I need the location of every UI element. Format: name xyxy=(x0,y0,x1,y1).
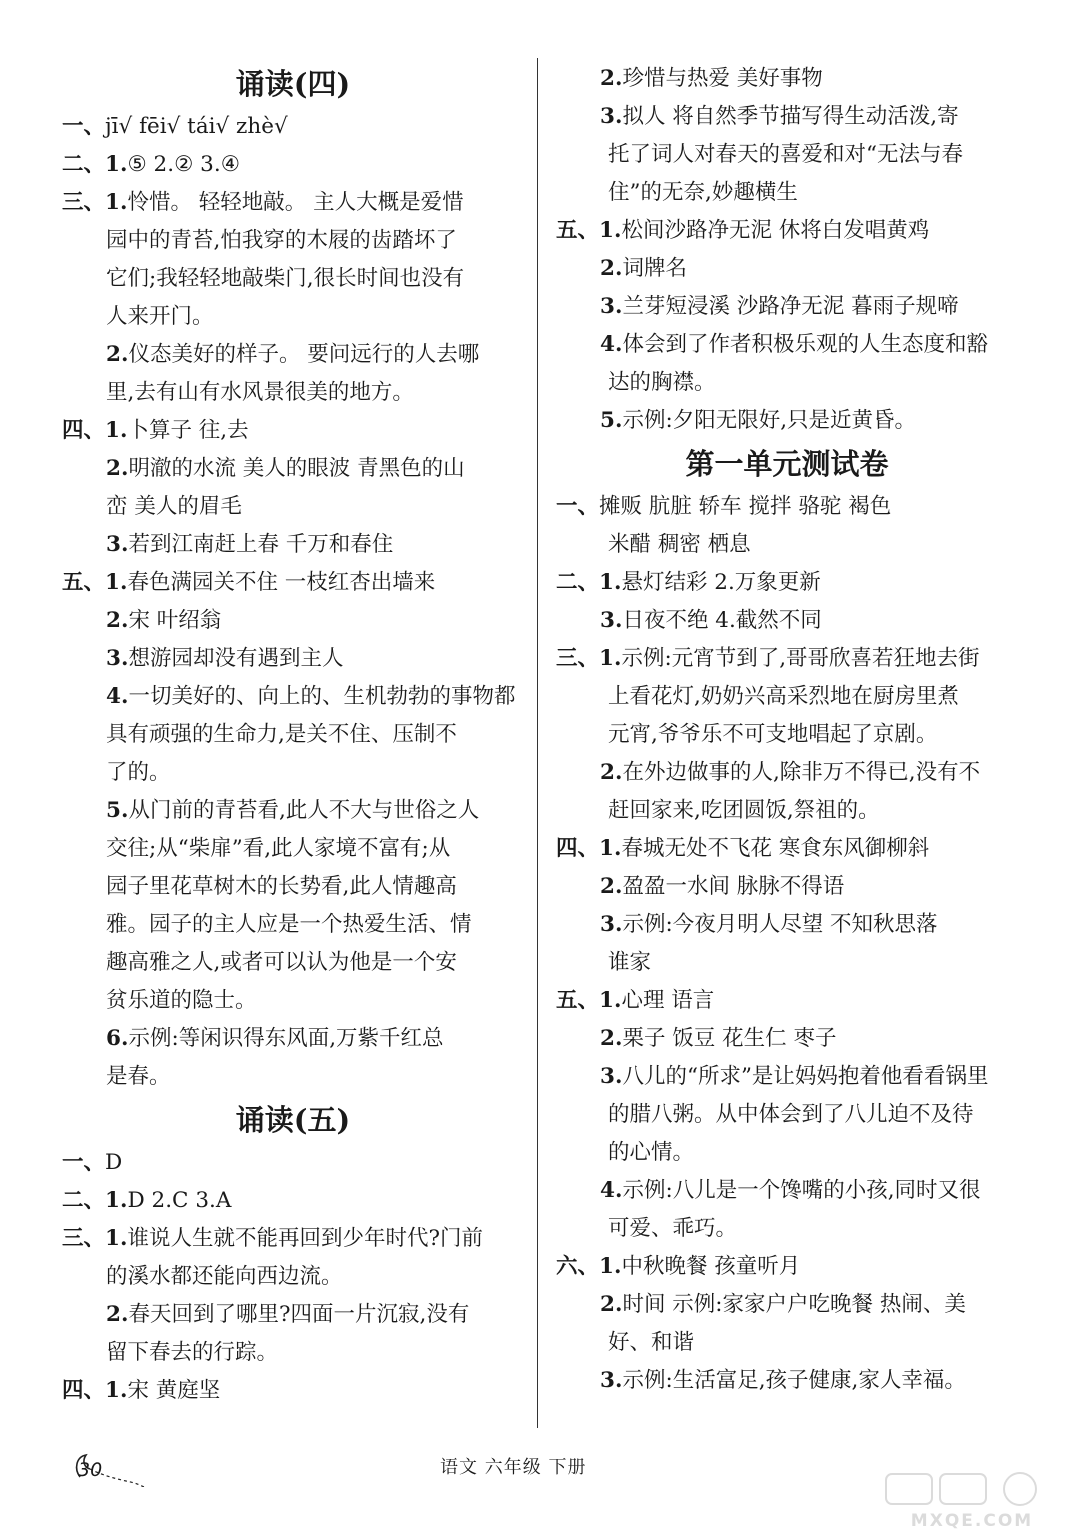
question-number: 2. xyxy=(600,874,623,899)
answer-text: 园中的青苔,怕我穿的木屐的齿踏坏了 xyxy=(106,228,457,253)
answer-line xyxy=(62,564,524,602)
answer-line xyxy=(62,374,524,412)
answer-text: 留下春去的行踪。 xyxy=(106,1340,279,1365)
answer-line xyxy=(62,146,524,184)
answer-text: 贫乐道的隐士。 xyxy=(106,988,257,1013)
answer-line xyxy=(62,830,524,868)
question-number: 一、 xyxy=(62,114,106,139)
answer-text: 赶回家来,吃团圆饭,祭祖的。 xyxy=(608,798,880,823)
answer-text: 里,去有山有水风景很美的地方。 xyxy=(106,380,414,405)
question-number: 五、1. xyxy=(556,988,622,1013)
answer-text: 春城无处不飞花 寒食东风御柳斜 xyxy=(621,836,930,861)
answer-line xyxy=(62,526,524,564)
answer-line xyxy=(556,136,1018,174)
answer-text: 示例:夕阳无限好,只是近黄昏。 xyxy=(622,408,917,433)
answer-text: 八儿的“所求”是让妈妈抱着他看看锅里 xyxy=(622,1064,989,1089)
answer-line xyxy=(556,288,1018,326)
answer-line xyxy=(556,212,1018,250)
left-answer-column xyxy=(62,60,524,1410)
answer-line xyxy=(62,450,524,488)
answer-line xyxy=(62,906,524,944)
answer-text: 从门前的青苔看,此人不大与世俗之人 xyxy=(128,798,480,823)
answer-text: 示例:生活富足,孩子健康,家人幸福。 xyxy=(622,1368,966,1393)
answer-line xyxy=(62,1220,524,1258)
answer-text: 怜惜。 轻轻地敲。 主人大概是爱惜 xyxy=(127,190,464,215)
question-number: 2. xyxy=(600,256,623,281)
answer-text: 它们;我轻轻地敲柴门,很长时间也没有 xyxy=(106,266,465,291)
section-heading: 诵读(四) xyxy=(235,67,351,101)
question-number: 一、 xyxy=(556,494,600,519)
answer-line xyxy=(62,640,524,678)
answer-text: 珍惜与热爱 美好事物 xyxy=(622,66,823,91)
question-number: 3. xyxy=(600,294,623,319)
answer-line xyxy=(556,326,1018,364)
svg-text:MXQE.COM: MXQE.COM xyxy=(910,1511,1034,1530)
answer-line xyxy=(556,60,1018,98)
question-number: 5. xyxy=(600,408,623,433)
question-number: 五、1. xyxy=(556,218,622,243)
question-number: 4. xyxy=(106,684,129,709)
answer-line xyxy=(556,754,1018,792)
question-number: 2. xyxy=(600,1292,623,1317)
answer-text: 日夜不绝 4.截然不同 xyxy=(622,608,822,633)
question-number: 2. xyxy=(600,66,623,91)
question-number: 二、1. xyxy=(556,570,622,595)
answer-text: 园子里花草树木的长势看,此人情趣高 xyxy=(106,874,457,899)
answer-line xyxy=(62,336,524,374)
watermark-logo-icon xyxy=(880,1470,1065,1530)
answer-line xyxy=(556,1020,1018,1058)
question-number: 一、 xyxy=(62,1150,106,1175)
question-number: 三、1. xyxy=(556,646,622,671)
answer-text: 谁说人生就不能再回到少年时代?门前 xyxy=(127,1226,483,1251)
answer-text: jī√ fēi√ tái√ zhè√ xyxy=(105,114,288,139)
question-number: 四、1. xyxy=(62,418,128,443)
answer-line xyxy=(62,754,524,792)
answer-line xyxy=(556,640,1018,678)
answer-line xyxy=(556,564,1018,602)
answer-text: 的心情。 xyxy=(608,1140,695,1165)
question-number: 2. xyxy=(600,1026,623,1051)
answer-text: 拟人 将自然季节描写得生动活泼,寄 xyxy=(622,104,959,129)
question-number: 二、1. xyxy=(62,152,128,177)
answer-line xyxy=(62,1372,524,1410)
answer-line xyxy=(556,944,1018,982)
answer-text: 示例:等闲识得东风面,万紫千红总 xyxy=(128,1026,444,1051)
answer-line xyxy=(556,174,1018,212)
right-answer-column xyxy=(556,60,1018,1400)
answer-line xyxy=(62,108,524,146)
answer-line xyxy=(62,1058,524,1096)
answer-text: 心理 语言 xyxy=(621,988,715,1013)
answer-line xyxy=(556,1096,1018,1134)
answer-text: 春天回到了哪里?四面一片沉寂,没有 xyxy=(128,1302,470,1327)
question-number: 4. xyxy=(600,1178,623,1203)
question-number: 3. xyxy=(600,1368,623,1393)
answer-line xyxy=(62,1334,524,1372)
answer-text: 米醋 稠密 栖息 xyxy=(608,532,751,557)
answer-line xyxy=(556,526,1018,564)
answer-line xyxy=(556,792,1018,830)
answer-line xyxy=(556,1134,1018,1172)
question-number: 4. xyxy=(600,332,623,357)
answer-line xyxy=(556,1324,1018,1362)
answer-line xyxy=(556,1286,1018,1324)
question-number: 6. xyxy=(106,1026,129,1051)
question-number: 3. xyxy=(106,646,129,671)
answer-line xyxy=(556,1058,1018,1096)
question-number: 三、1. xyxy=(62,1226,128,1251)
answer-line xyxy=(556,678,1018,716)
answer-line xyxy=(556,602,1018,640)
answer-line xyxy=(556,364,1018,402)
question-number: 四、1. xyxy=(556,836,622,861)
answer-text: 时间 示例:家家户户吃晚餐 热闹、美 xyxy=(622,1292,966,1317)
answer-line xyxy=(556,1248,1018,1286)
question-number: 3. xyxy=(600,1064,623,1089)
answer-text: 摊贩 肮脏 轿车 搅拌 骆驼 褐色 xyxy=(599,494,892,519)
answer-line xyxy=(556,830,1018,868)
answer-text: 谁家 xyxy=(608,950,652,975)
section-heading: 诵读(五) xyxy=(235,1103,351,1137)
answer-line xyxy=(62,1020,524,1058)
answer-line xyxy=(62,602,524,640)
answer-text: 示例:今夜月明人尽望 不知秋思落 xyxy=(622,912,938,937)
footer-subject-grade: 语文 六年级 下册 xyxy=(440,1457,587,1478)
question-number: 3. xyxy=(106,532,129,557)
answer-text: 松间沙路净无泥 休将白发唱黄鸡 xyxy=(621,218,930,243)
answer-text: 可爱、乖巧。 xyxy=(608,1216,738,1241)
answer-line xyxy=(62,222,524,260)
question-number: 2. xyxy=(106,342,129,367)
answer-line xyxy=(556,402,1018,440)
answer-line xyxy=(556,982,1018,1020)
answer-text: ⑤ 2.② 3.④ xyxy=(127,152,240,177)
answer-line xyxy=(556,1362,1018,1400)
answer-text: 交往;从“柴扉”看,此人家境不富有;从 xyxy=(106,836,451,861)
answer-line xyxy=(556,716,1018,754)
question-number: 二、1. xyxy=(62,1188,128,1213)
question-number: 三、1. xyxy=(62,190,128,215)
answer-line xyxy=(62,412,524,450)
answer-line xyxy=(62,488,524,526)
answer-line xyxy=(556,1172,1018,1210)
answer-line xyxy=(62,982,524,1020)
answer-text: 体会到了作者积极乐观的人生态度和豁 xyxy=(622,332,988,357)
answer-text: 词牌名 xyxy=(622,256,687,281)
section-heading: 第一单元测试卷 xyxy=(685,447,889,481)
answer-text: 人来开门。 xyxy=(106,304,214,329)
answer-line xyxy=(62,298,524,336)
answer-text: 宋 叶绍翁 xyxy=(128,608,222,633)
answer-text: D xyxy=(105,1150,123,1175)
answer-line xyxy=(556,250,1018,288)
answer-text: 是春。 xyxy=(106,1064,171,1089)
column-divider xyxy=(537,58,538,1428)
question-number: 2. xyxy=(600,760,623,785)
answer-text: 雅。园子的主人应是一个热爱生活、情 xyxy=(106,912,472,937)
answer-text: 了的。 xyxy=(106,760,171,785)
answer-text: 峦 美人的眉毛 xyxy=(106,494,242,519)
answer-line xyxy=(62,678,524,716)
question-number: 3. xyxy=(600,608,623,633)
answer-line xyxy=(62,868,524,906)
answer-text: 元宵,爷爷乐不可支地唱起了京剧。 xyxy=(608,722,938,747)
answer-text: 栗子 饭豆 花生仁 枣子 xyxy=(622,1026,837,1051)
answer-line xyxy=(62,716,524,754)
page-number: 30 xyxy=(78,1459,103,1481)
answer-line xyxy=(556,98,1018,136)
answer-text: 的溪水都还能向西边流。 xyxy=(106,1264,343,1289)
answer-text: 趣高雅之人,或者可以认为他是一个安 xyxy=(106,950,457,975)
answer-text: 悬灯结彩 2.万象更新 xyxy=(621,570,821,595)
answer-line xyxy=(556,868,1018,906)
answer-line xyxy=(556,906,1018,944)
question-number: 5. xyxy=(106,798,129,823)
answer-line xyxy=(62,184,524,222)
question-number: 五、1. xyxy=(62,570,128,595)
question-number: 3. xyxy=(600,104,623,129)
answer-text: 示例:八儿是一个馋嘴的小孩,同时又很 xyxy=(622,1178,981,1203)
answer-text: 中秋晚餐 孩童听月 xyxy=(621,1254,801,1279)
question-number: 2. xyxy=(106,456,129,481)
answer-text: 春色满园关不住 一枝红杏出墙来 xyxy=(127,570,436,595)
answer-text: 想游园却没有遇到主人 xyxy=(128,646,344,671)
question-number: 3. xyxy=(600,912,623,937)
answer-line xyxy=(62,1258,524,1296)
answer-text: 住”的无奈,妙趣横生 xyxy=(608,180,798,205)
answer-line xyxy=(556,488,1018,526)
question-number: 2. xyxy=(106,608,129,633)
answer-line xyxy=(62,260,524,298)
answer-line xyxy=(556,1210,1018,1248)
answer-text: 兰芽短浸溪 沙路净无泥 暮雨子规啼 xyxy=(622,294,959,319)
answer-text: 卜算子 往,去 xyxy=(127,418,249,443)
answer-line xyxy=(62,792,524,830)
answer-line xyxy=(62,1296,524,1334)
answer-text: 具有顽强的生命力,是关不住、压制不 xyxy=(106,722,457,747)
answer-text: D 2.C 3.A xyxy=(127,1188,232,1213)
answer-text: 在外边做事的人,除非万不得已,没有不 xyxy=(622,760,981,785)
answer-line xyxy=(62,944,524,982)
answer-text: 宋 黄庭坚 xyxy=(127,1378,221,1403)
answer-text: 一切美好的、向上的、生机勃勃的事物都 xyxy=(128,684,516,709)
answer-text: 托了词人对春天的喜爱和对“无法与春 xyxy=(608,142,963,167)
question-number: 四、1. xyxy=(62,1378,128,1403)
answer-line xyxy=(62,1144,524,1182)
answer-line xyxy=(62,1182,524,1220)
answer-text: 仪态美好的样子。 要问远行的人去哪 xyxy=(128,342,480,367)
question-number: 2. xyxy=(106,1302,129,1327)
answer-text: 明澈的水流 美人的眼波 青黑色的山 xyxy=(128,456,465,481)
answer-text: 的腊八粥。从中体会到了八儿迫不及待 xyxy=(608,1102,974,1127)
answer-text: 上看花灯,奶奶兴高采烈地在厨房里煮 xyxy=(608,684,959,709)
answer-text: 示例:元宵节到了,哥哥欣喜若狂地去街 xyxy=(621,646,980,671)
answer-text: 盈盈一水间 脉脉不得语 xyxy=(622,874,845,899)
answer-text: 达的胸襟。 xyxy=(608,370,716,395)
answer-text: 好、和谐 xyxy=(608,1330,695,1355)
question-number: 六、1. xyxy=(556,1254,622,1279)
answer-text: 若到江南赶上春 千万和春住 xyxy=(128,532,394,557)
